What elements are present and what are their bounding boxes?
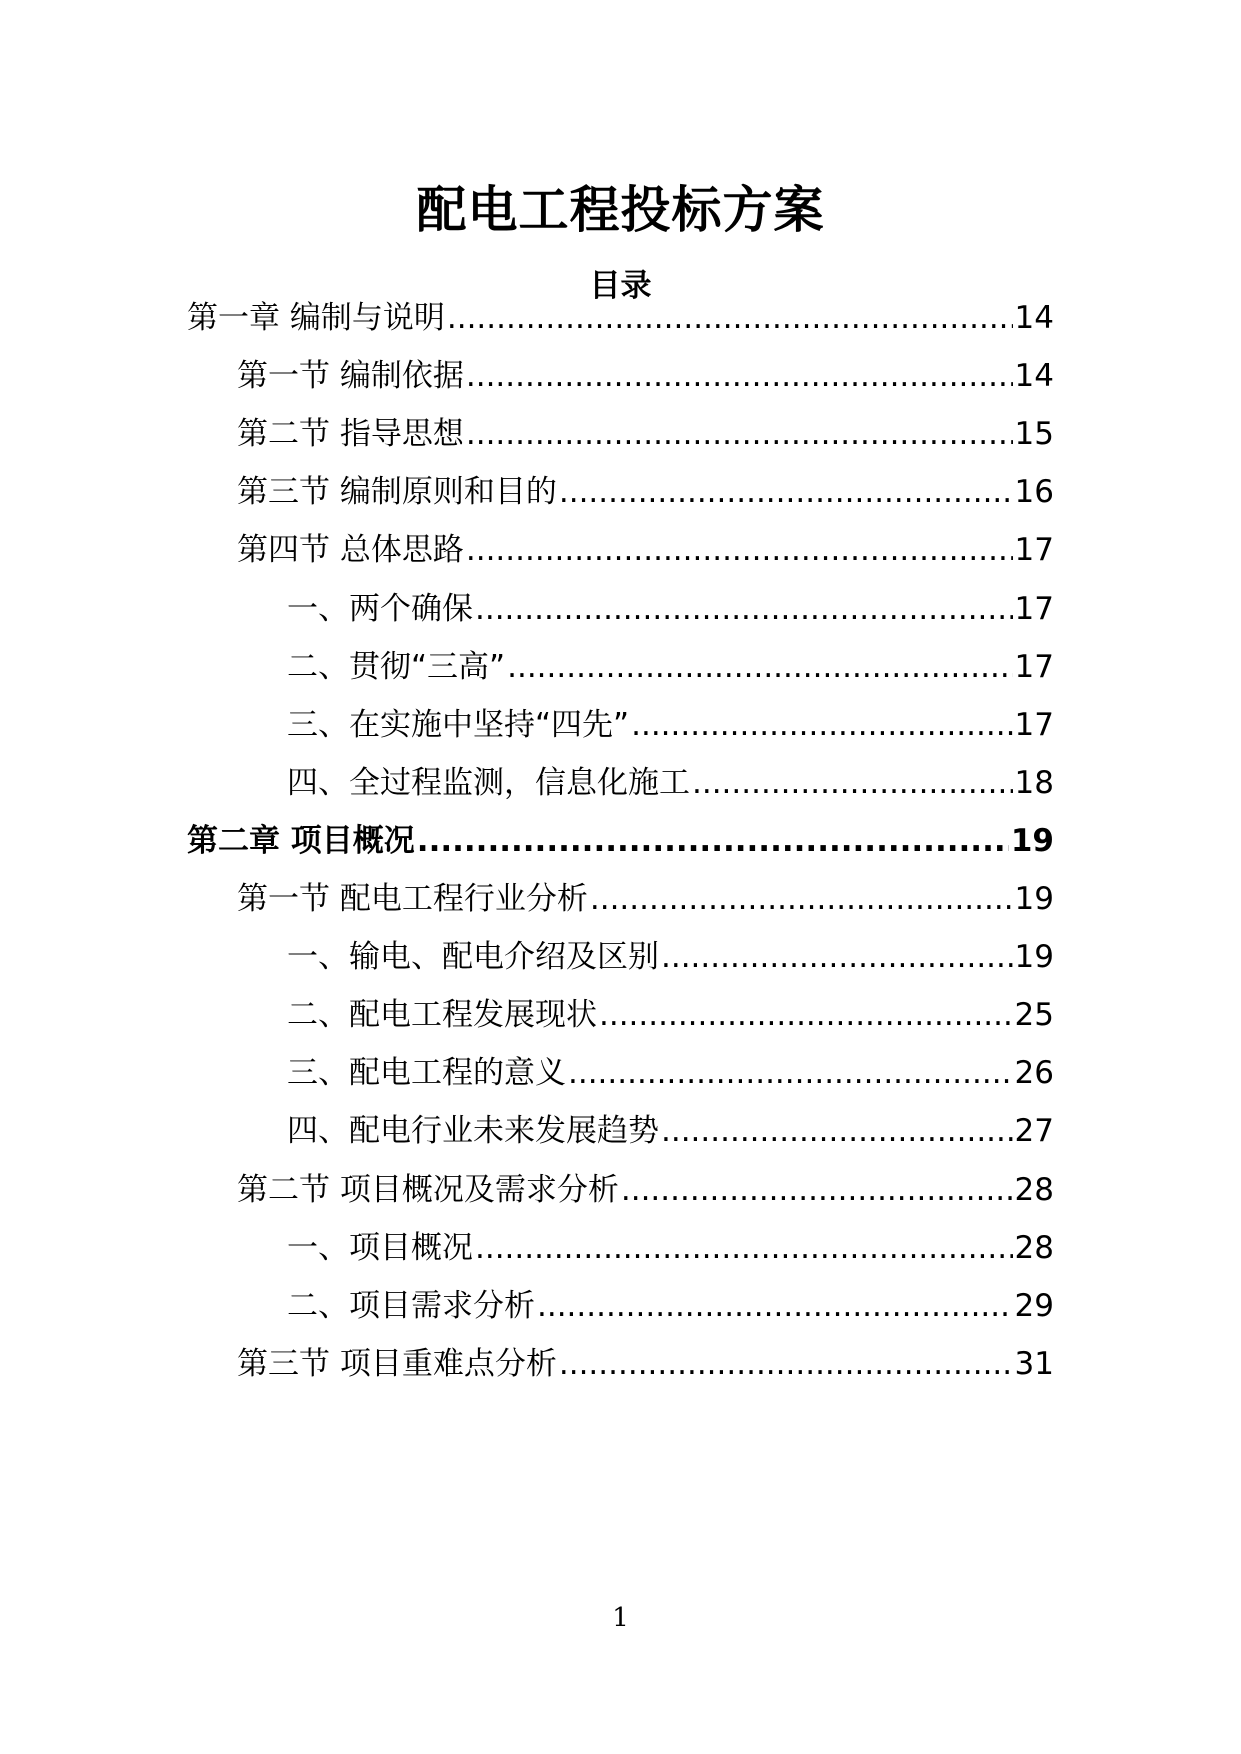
toc-dot-leader <box>692 760 1013 806</box>
toc-entry-title: 第一节 配电工程行业分析 <box>237 881 588 917</box>
toc-entry-title: 四、配电行业未来发展趋势 <box>287 1113 659 1150</box>
toc-entry-page: 25 <box>1014 997 1054 1034</box>
toc-dot-leader <box>599 992 1013 1038</box>
toc-entry[interactable] <box>287 992 1054 1038</box>
toc-entry-page: 14 <box>1014 300 1054 336</box>
toc-dot-leader <box>631 702 1012 748</box>
toc-entry-page: 17 <box>1014 532 1054 569</box>
toc-dot-leader <box>507 644 1012 690</box>
toc-entry[interactable] <box>187 818 1054 864</box>
toc-entry[interactable] <box>237 1341 1054 1387</box>
toc-entry-title: 二、项目需求分析 <box>287 1287 535 1324</box>
toc-dot-leader <box>475 1225 1013 1271</box>
toc-entry-title: 一、输电、配电介绍及区别 <box>287 939 659 976</box>
toc-entry-title: 三、配电工程的意义 <box>287 1055 566 1092</box>
toc-entry-title: 第二节 指导思想 <box>237 416 464 453</box>
toc-dot-leader <box>466 527 1013 573</box>
toc-dot-leader <box>559 469 1013 515</box>
toc-entry-title: 第三节 编制原则和目的 <box>237 474 557 511</box>
toc-entry-page: 29 <box>1014 1287 1054 1324</box>
toc-heading: 目录 <box>589 268 652 304</box>
toc-entry[interactable] <box>287 702 1054 748</box>
toc-entry-page: 17 <box>1014 706 1054 743</box>
toc-entry-page: 17 <box>1014 590 1054 627</box>
toc-entry-title: 二、配电工程发展现状 <box>287 997 597 1034</box>
toc-entry[interactable] <box>287 1225 1054 1271</box>
document-title: 配电工程投标方案 <box>416 181 825 239</box>
toc-entry-page: 19 <box>1014 881 1054 917</box>
toc-dot-leader <box>568 1050 1013 1096</box>
toc-entry-page: 17 <box>1014 648 1054 685</box>
toc-entry-title: 三、在实施中坚持“四先” <box>287 706 630 743</box>
toc-entry-page: 27 <box>1014 1113 1054 1150</box>
toc-entry-page: 19 <box>1010 822 1054 859</box>
toc-entry-title: 四、全过程监测，信息化施工 <box>287 764 690 801</box>
toc-dot-leader <box>417 818 1009 864</box>
toc-entry[interactable] <box>287 760 1054 806</box>
toc-dot-leader <box>559 1341 1013 1387</box>
toc-entry[interactable] <box>237 876 1054 922</box>
toc-dot-leader <box>447 295 1013 341</box>
toc-dot-leader <box>621 1167 1013 1213</box>
toc-entry[interactable] <box>287 586 1054 632</box>
toc-entry-page: 26 <box>1014 1055 1054 1092</box>
toc-entry[interactable] <box>187 295 1054 341</box>
toc-entry[interactable] <box>237 1167 1054 1213</box>
toc-entry-page: 28 <box>1014 1171 1054 1208</box>
toc-entry-page: 18 <box>1014 764 1054 801</box>
toc-dot-leader <box>590 876 1013 922</box>
toc-dot-leader <box>537 1283 1013 1329</box>
toc-dot-leader <box>661 1108 1013 1154</box>
toc-entry[interactable] <box>287 1283 1054 1329</box>
toc-entry-title: 第二节 项目概况及需求分析 <box>237 1171 619 1208</box>
toc-entry-title: 第一章 编制与说明 <box>187 300 445 336</box>
toc-entry-page: 14 <box>1014 358 1054 395</box>
toc-dot-leader <box>661 934 1013 980</box>
toc-entry-title: 二、贯彻“三高” <box>287 648 506 685</box>
toc-entry-title: 第三节 项目重难点分析 <box>237 1345 557 1382</box>
toc-entry-title: 一、两个确保 <box>287 590 473 627</box>
toc-entry[interactable] <box>237 527 1054 573</box>
toc-entry[interactable] <box>237 469 1054 515</box>
toc-entry[interactable] <box>237 411 1054 457</box>
toc-entry-title: 第四节 总体思路 <box>237 532 464 569</box>
toc-entry[interactable] <box>237 353 1054 399</box>
toc-dot-leader <box>466 353 1013 399</box>
toc-entry-title: 第二章 项目概况 <box>187 822 415 859</box>
toc-entry[interactable] <box>287 1108 1054 1154</box>
toc-entry-page: 19 <box>1014 939 1054 976</box>
toc-entry-page: 16 <box>1014 474 1054 511</box>
toc-entry-page: 15 <box>1014 416 1054 453</box>
toc-entry-page: 31 <box>1014 1345 1054 1382</box>
toc-entry-page: 28 <box>1014 1229 1054 1266</box>
toc-dot-leader <box>475 586 1013 632</box>
toc-entry[interactable] <box>287 934 1054 980</box>
toc-entry-title: 一、项目概况 <box>287 1229 473 1266</box>
toc-entry[interactable] <box>287 1050 1054 1096</box>
toc-entry[interactable] <box>287 644 1054 690</box>
toc-dot-leader <box>466 411 1013 457</box>
page-number: 1 <box>612 1603 629 1633</box>
toc-entry-title: 第一节 编制依据 <box>237 358 464 395</box>
